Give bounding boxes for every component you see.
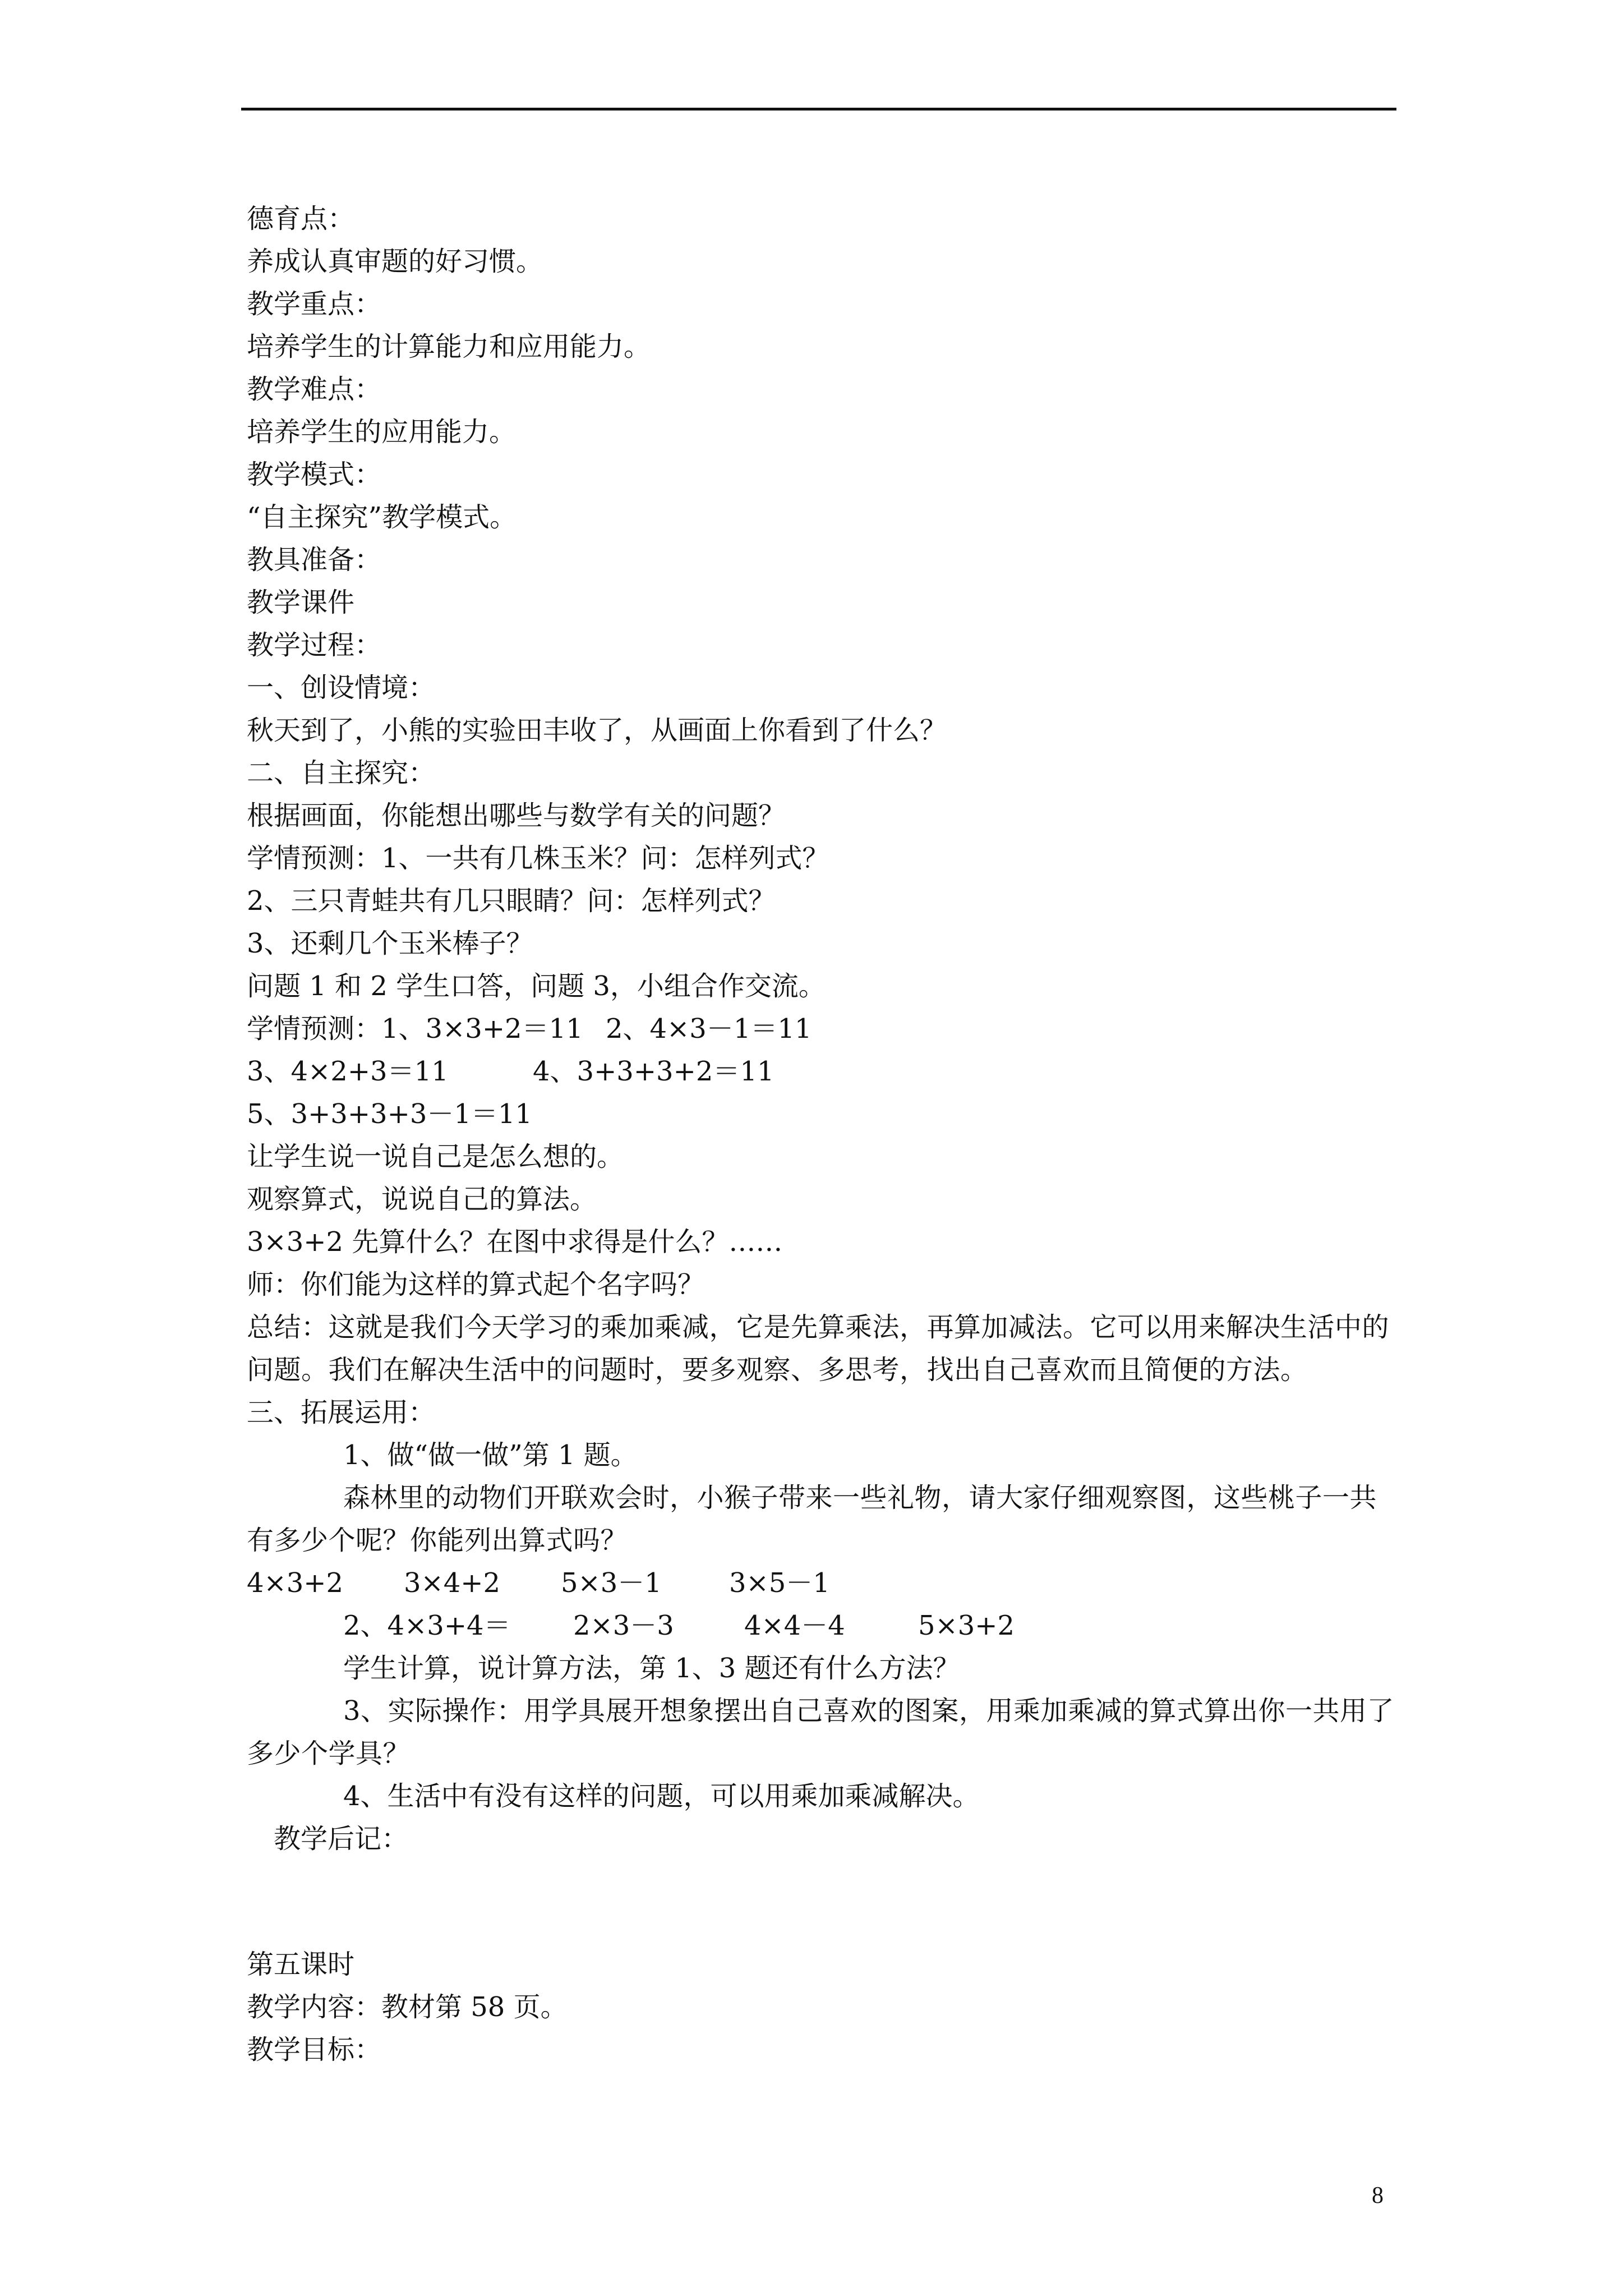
key-point-heading: 教学重点：	[247, 288, 382, 320]
section-one-heading: 一、创设情境：	[247, 672, 436, 703]
section-one-text: 秋天到了，小熊的实验田丰收了，从画面上你看到了什么？	[247, 715, 947, 746]
exercise-1-story: 森林里的动物们开联欢会时，小猴子带来一些礼物，请大家仔细观察图，这些桃子一共有多少个呢？你能列出算式吗？	[247, 1482, 1377, 1556]
materials-text: 教学课件	[247, 587, 355, 618]
difficulty-text: 培养学生的应用能力。	[247, 416, 517, 448]
document-body	[247, 197, 1402, 2071]
section-three-heading: 三、拓展运用：	[247, 1397, 436, 1428]
moral-point-text: 养成认真审题的好习惯。	[247, 246, 543, 277]
exercise-expression: 3×4+2	[404, 1567, 501, 1599]
question-discussion: 问题 1 和 2 学生口答，问题 3，小组合作交流。	[247, 970, 826, 1002]
exercise-3-text: 3、实际操作：用学具展开想象摆出自己喜欢的图案，用乘加乘减的算式算出你一共用了多少个学具？	[247, 1695, 1395, 1769]
exercise-expression: 2、4×3+4＝	[343, 1610, 511, 1641]
observe-expressions: 观察算式，说说自己的算法。	[247, 1184, 597, 1215]
section-two-heading: 二、自主探究：	[247, 757, 436, 789]
prediction-row-3: 5、3+3+3+3－1＝11	[247, 1098, 532, 1130]
teaching-mode-heading: 教学模式：	[247, 459, 382, 490]
exercise-expression: 4×3+2	[247, 1567, 344, 1599]
postscript-heading: 教学后记：	[274, 1823, 409, 1855]
prediction-row-2	[247, 1050, 1402, 1093]
section-two-question: 根据画面，你能想出哪些与数学有关的问题？	[247, 800, 786, 831]
exercise-expression: 5×3+2	[918, 1610, 1015, 1641]
next-lesson-title: 第五课时	[247, 1949, 355, 1980]
prediction-row-1	[247, 1007, 1402, 1050]
page-number: 8	[1372, 2183, 1384, 2208]
next-lesson-content: 教学内容：教材第 58 页。	[247, 1991, 568, 2023]
prediction-expression: 4、3+3+3+2＝11	[533, 1056, 774, 1087]
summary-paragraph: 总结：这就是我们今天学习的乘加乘减，它是先算乘法，再算加减法。它可以用来解决生活中的问题。我们在解决生活中的问题时，要多观察、多思考，找出自己喜欢而且简便的方法。	[247, 1312, 1390, 1386]
prediction-expression: 3、4×2+3＝11	[247, 1056, 449, 1087]
exercise-1-expressions	[247, 1562, 1402, 1604]
moral-point-heading: 德育点：	[247, 203, 355, 234]
prediction-expression: 学情预测：1、3×3+2＝11	[247, 1013, 583, 1045]
exercise-1-title: 1、做“做一做”第 1 题。	[343, 1439, 638, 1471]
next-lesson-goals: 教学目标：	[247, 2034, 382, 2065]
exercise-expression: 4×4－4	[744, 1610, 845, 1641]
difficulty-heading: 教学难点：	[247, 374, 382, 405]
key-point-text: 培养学生的计算能力和应用能力。	[247, 331, 651, 362]
process-heading: 教学过程：	[247, 629, 382, 661]
prediction-question-2: 2、三只青蛙共有几只眼睛？问：怎样列式？	[247, 885, 776, 917]
section-gap	[247, 1860, 1402, 1943]
order-question: 3×3+2 先算什么？在图中求得是什么？……	[247, 1226, 783, 1258]
exercise-2-expressions	[247, 1604, 1402, 1647]
exercise-expression: 5×3－1	[561, 1567, 662, 1599]
exercise-expression: 3×5－1	[729, 1567, 830, 1599]
materials-heading: 教具准备：	[247, 544, 382, 576]
exercise-4-text: 4、生活中有没有这样的问题，可以用乘加乘减解决。	[343, 1780, 980, 1812]
naming-question: 师：你们能为这样的算式起个名字吗？	[247, 1269, 705, 1300]
explain-thinking: 让学生说一说自己是怎么想的。	[247, 1141, 624, 1172]
prediction-question-1: 学情预测：1、一共有几株玉米？问：怎样列式？	[247, 843, 829, 874]
header-rule	[241, 108, 1396, 111]
exercise-expression: 2×3－3	[573, 1610, 674, 1641]
teaching-mode-text: “自主探究”教学模式。	[247, 501, 517, 533]
exercise-2-note: 学生计算，说计算方法，第 1、3 题还有什么方法？	[343, 1653, 960, 1684]
prediction-expression: 2、4×3－1＝11	[606, 1013, 812, 1045]
prediction-question-3: 3、还剩几个玉米棒子？	[247, 928, 533, 959]
